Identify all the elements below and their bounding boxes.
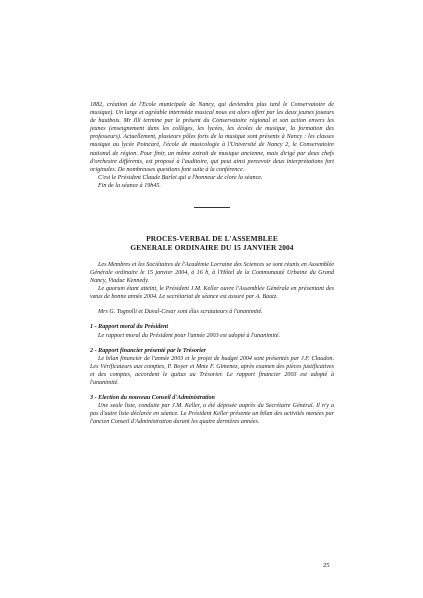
section-body: Le rapport moral du Président pour l'année 2003 est adopté à l'unanimité. [98,332,281,339]
intro-paragraph: 1882, création de l'Ecole municipale de Nancy, qui deviendra plus tard le Conservatoire de musique). Un large et agréable intermède musical nous est alors offert par les deux jeunes joueurs de hautbois. Mr Illi termine par le présent du Conservatoire régional et son action envers les jeunes (enseignement dans les collèges, les lycées, les écoles de musique, la formation des professeurs). Actuellement, plusieurs pôles forts de la musique sont présents à Nancy : les classes musique au lycée Poincaré, l'école de musicologie à l'Université de Nancy 2, le Conservatoire national de région. Pour finir, un même extrait de musique ancienne, mais dirigé par deux chefs d'orchestre différents, est proposé à l'auditoire, qui peut ainsi percevoir deux interprétations fort originales. De nombreuses questions font suite à la conférence. [90,102,334,173]
agenda-section [90,347,334,387]
minutes-title [90,234,334,253]
section-divider [194,207,230,208]
section-heading: 2 - Rapport financier présenté par le Trésorier [90,347,207,354]
scrutineers-paragraph: Mrs G. Tognolli et Duval-Cesar sont élus scrutateurs à l'unanimité. [98,309,263,316]
section-heading: 1 - Rapport moral du Président [90,324,169,331]
minutes-title-line-1: PROCES-VERBAL DE L'ASSEMBLEE [146,234,278,244]
section-heading: 3 - Election du nouveau Conseil d'Administration [90,395,215,402]
closing-sentence: C'est le Président Claude Burlet qui a l'honneur de clore la séance. [98,174,263,181]
page-number: 25 [323,562,330,569]
agenda-section [90,394,334,426]
session-end: Fin de la séance à 19h45. [98,182,161,189]
section-body: Le bilan financier de l'année 2003 et le projet de budget 2004 sont présentés par J.F. Claudon. Les Vérificateurs aux comptes, P. Boyer et Mme F. Gimenez, après examen des pièces justificatives et des comptes, accordent le quitus au Trésorier. Le rapport financier 2003 est adopté à l'unanimité. [90,355,334,386]
minutes-title-line-2: GENERALE ORDINAIRE DU 15 JANVIER 2004 [130,243,294,253]
page-body [90,101,334,426]
quorum-paragraph: Le quorum étant atteint, le Président J.M. Keller ouvre l'Assemblée Générale en présentant des vœux de bonne année 2004. Le secrétariat de séance est assuré par A. Bautz. [90,286,334,301]
opening-paragraph: Les Membres et les Sociétaires de l'Académie Lorraine des Sciences se sont réunis en Assemblée Générale ordinaire le 15 janvier 2004, à 16 h, à l'Hôtel de la Communauté Urbaine du Grand Nancy, Viaduc Kennedy. [90,261,334,285]
agenda-section [90,323,334,339]
section-body: Une seule liste, conduite par J.M. Keller, a été déposée auprès du Secrétaire Général. Il n'y a pas d'autre liste déclarée en séance. Le Président Keller présente un bilan des activités menées par l'ancien Conseil d'Administration durant les quatre dernières années. [90,403,334,426]
